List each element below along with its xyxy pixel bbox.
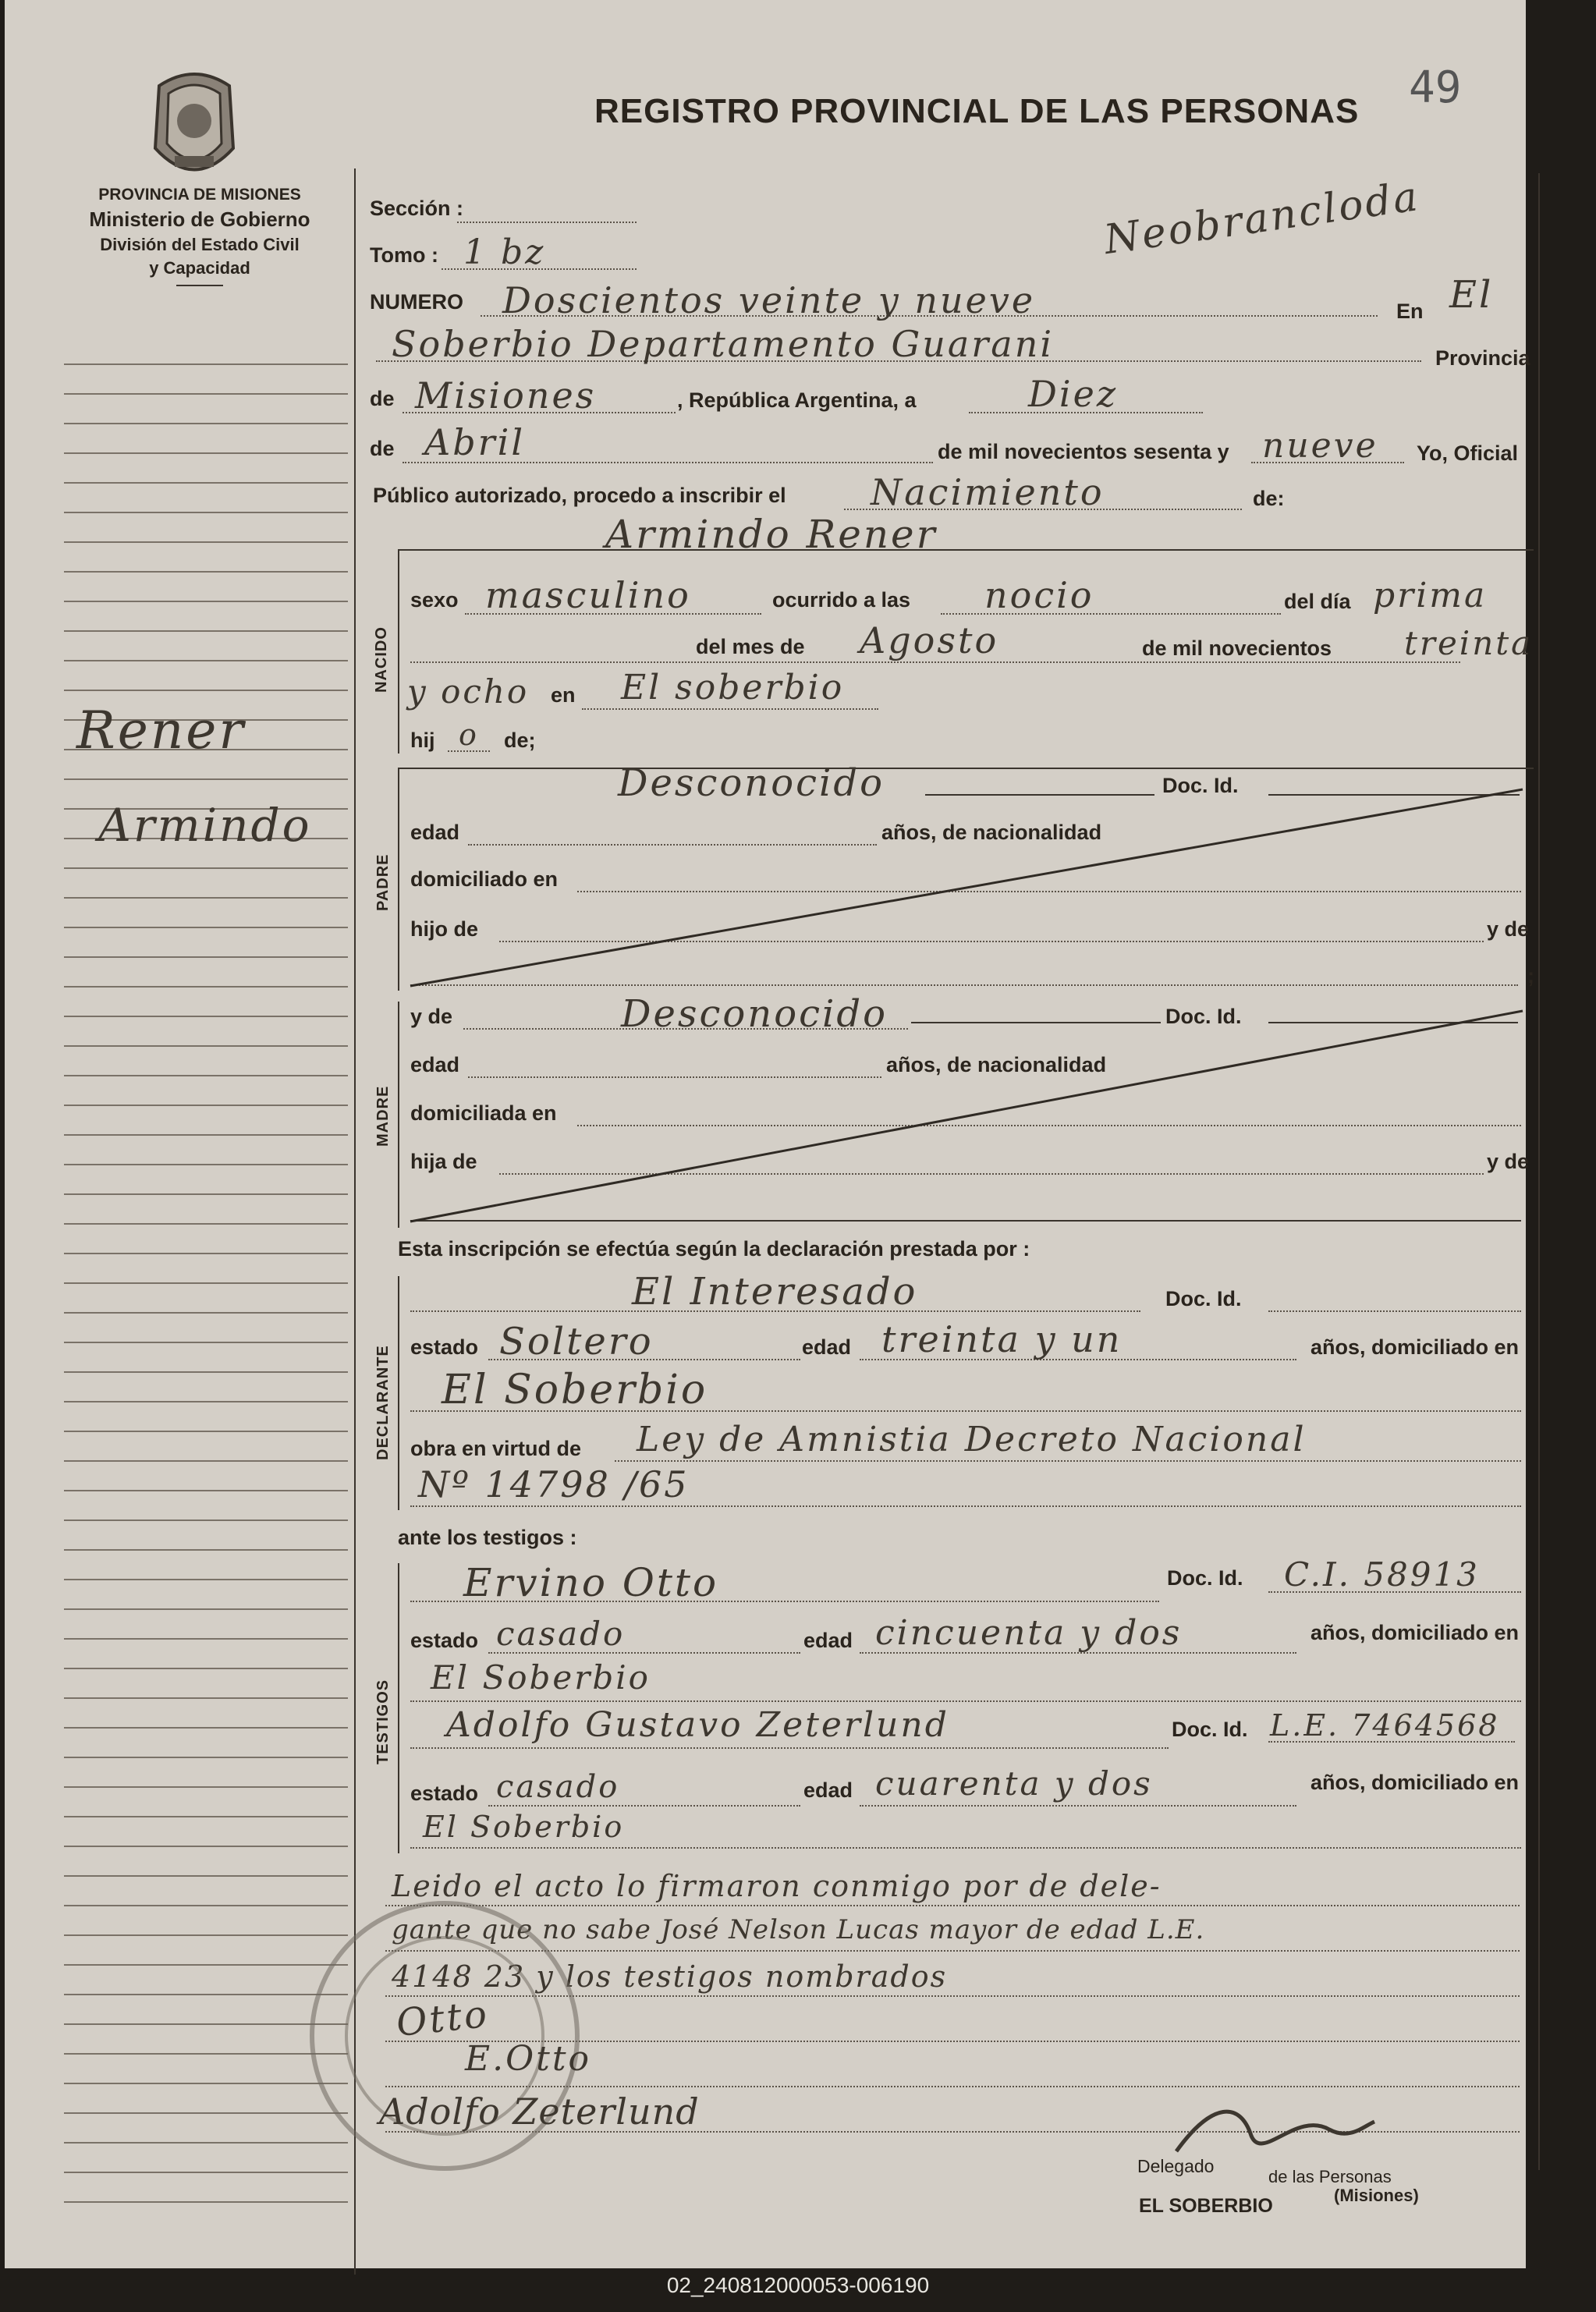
mil-novecientos-label: de mil novecientos sesenta y xyxy=(938,440,1229,463)
testigo1-doc-label: Doc. Id. xyxy=(1167,1566,1243,1590)
madre-anios-label: años, de nacionalidad xyxy=(886,1053,1107,1076)
de-colon-label: de: xyxy=(1253,487,1285,510)
madre-hija-label: hija de xyxy=(410,1150,477,1173)
testigo2-doc-label: Doc. Id. xyxy=(1172,1718,1248,1741)
madre-domicilio-label: domiciliada en xyxy=(410,1101,557,1125)
mes-value: Abril xyxy=(424,421,526,463)
padre-hijo-label: hijo de xyxy=(410,917,478,941)
testigo1-estado-label: estado xyxy=(410,1629,479,1652)
padre-semicolon: ; xyxy=(1527,964,1534,988)
margin-note-firstname: Armindo xyxy=(98,799,312,852)
signature-1: Otto xyxy=(394,1991,491,2046)
declarante-domicilio-value: El Soberbio xyxy=(442,1367,708,1413)
anio-value: nueve xyxy=(1262,426,1378,466)
numero-value: Doscientos veinte y nueve xyxy=(502,279,1036,321)
en-value: El xyxy=(1449,273,1494,317)
padre-doc-label: Doc. Id. xyxy=(1162,774,1239,797)
numero-label: NUMERO xyxy=(370,290,463,314)
testigo1-anios-label: años, domiciliado en xyxy=(1310,1621,1520,1644)
testigos-label: TESTIGOS xyxy=(374,1679,392,1764)
sexo-value: masculino xyxy=(485,574,691,616)
madre-edad-label: edad xyxy=(410,1053,460,1076)
padre-edad-label: edad xyxy=(410,821,460,844)
anio-nac-value-2: y ocho xyxy=(407,672,530,711)
testigo2-edad-value: cuarenta y dos xyxy=(875,1764,1153,1803)
republica-label: , República Argentina, a xyxy=(677,388,917,412)
mes-nac-value: Agosto xyxy=(860,619,999,661)
signature-3: Adolfo Zeterlund xyxy=(379,2090,700,2133)
misiones-label: (Misiones) xyxy=(1334,2186,1419,2205)
testigo1-value: Ervino Otto xyxy=(463,1560,719,1605)
declarante-estado-value: Soltero xyxy=(499,1320,654,1363)
lugar-value: Soberbio Departamento Guarani xyxy=(392,323,1055,365)
margin-note-surname: Rener xyxy=(76,700,246,761)
provincia-label: Provincia xyxy=(1435,346,1530,370)
nacido-label: NACIDO xyxy=(373,626,390,693)
de-label: de xyxy=(370,387,395,410)
right-border xyxy=(1538,173,1540,2170)
testigo2-edad-label: edad xyxy=(803,1778,853,1802)
el-soberbio-label: EL SOBERBIO xyxy=(1139,2195,1273,2217)
madre-doc-label: Doc. Id. xyxy=(1165,1005,1242,1028)
page-number: 49 xyxy=(1409,62,1462,113)
testigo2-domicilio-value: El Soberbio xyxy=(423,1810,625,1844)
obra-value-1: Ley de Amnistia Decreto Nacional xyxy=(637,1420,1307,1459)
declarante-estado-label: estado xyxy=(410,1335,479,1359)
de-semicolon-label: de; xyxy=(504,729,536,752)
acto-value: Nacimiento xyxy=(871,471,1105,513)
top-signature: Neobrancloda xyxy=(1101,172,1423,264)
capacity-label: y Capacidad xyxy=(149,258,250,278)
province-label: PROVINCIA DE MISIONES xyxy=(98,186,301,204)
testigo1-edad-value: cincuenta y dos xyxy=(875,1613,1183,1653)
testigo2-doc-value: L.E. 7464568 xyxy=(1270,1708,1500,1743)
dia-value: Diez xyxy=(1028,373,1119,415)
padre-value: Desconocido xyxy=(618,761,885,805)
closing-line-2: gante que no sabe José Nelson Lucas mayor de edad L.E. xyxy=(392,1914,1205,1945)
del-dia-label: del día xyxy=(1284,590,1351,613)
del-mes-label: del mes de xyxy=(693,635,808,659)
obra-label: obra en virtud de xyxy=(410,1437,582,1460)
ministry-label: Ministerio de Gobierno xyxy=(89,207,310,231)
anio-nac-value-1: treinta xyxy=(1404,624,1534,662)
signature-2: E.Otto xyxy=(465,2039,592,2079)
en-label: En xyxy=(1396,300,1424,323)
testigo2-estado-label: estado xyxy=(410,1782,479,1805)
testigo2-anios-label: años, domiciliado en xyxy=(1310,1771,1520,1794)
testigo1-domicilio-value: El Soberbio xyxy=(431,1658,651,1697)
madre-yde-2-label: y de xyxy=(1487,1150,1530,1173)
nombre-value: Armindo Rener xyxy=(605,512,938,557)
closing-line-3: 4148 23 y los testigos nombrados xyxy=(392,1959,948,1994)
hora-value: nocio xyxy=(984,574,1094,616)
sexo-label: sexo xyxy=(410,588,459,612)
esta-inscripcion-label: Esta inscripción se efectúa según la declaración prestada por : xyxy=(398,1237,1030,1261)
record-page xyxy=(5,0,1534,2268)
madre-yde-label: y de xyxy=(410,1005,453,1028)
declarante-value: El Interesado xyxy=(632,1270,918,1314)
padre-domicilio-label: domiciliado en xyxy=(410,867,559,891)
de-las-personas-label: de las Personas xyxy=(1268,2167,1392,2186)
tomo-value: 1 bz xyxy=(463,232,546,272)
dia-nac-value: prima xyxy=(1373,576,1488,615)
declarante-edad-value: treinta y un xyxy=(881,1318,1123,1360)
testigo1-edad-label: edad xyxy=(803,1629,853,1652)
testigo2-value: Adolfo Gustavo Zeterlund xyxy=(446,1705,949,1745)
padre-label: PADRE xyxy=(374,853,392,911)
delegado-label: Delegado xyxy=(1137,2156,1215,2176)
padre-yde-label: y de xyxy=(1487,917,1530,941)
division-label: División del Estado Civil xyxy=(100,235,300,254)
testigo1-doc-value: C.I. 58913 xyxy=(1284,1555,1480,1594)
en-nac-label: en xyxy=(551,683,576,707)
padre-anios-label: años, de nacionalidad xyxy=(881,821,1102,844)
de-mil-novecientos-label: de mil novecientos xyxy=(1142,637,1332,660)
footer-id: 02_240812000053-006190 xyxy=(666,2273,930,2297)
ante-testigos-label: ante los testigos : xyxy=(398,1526,577,1549)
testigo2-estado-value: casado xyxy=(496,1769,620,1805)
ocurrido-label: ocurrido a las xyxy=(772,588,911,612)
obra-value-2: Nº 14798 /65 xyxy=(418,1463,690,1505)
declarante-edad-label: edad xyxy=(802,1335,852,1359)
provincia-value: Misiones xyxy=(415,374,597,417)
declarante-label: DECLARANTE xyxy=(374,1345,392,1460)
yo-oficial-label: Yo, Oficial xyxy=(1417,441,1519,465)
madre-value: Desconocido xyxy=(621,992,888,1036)
hij-label: hij xyxy=(410,729,435,752)
lugar-nac-value: El soberbio xyxy=(621,668,845,707)
declarante-anios-label: años, domiciliado en xyxy=(1310,1335,1520,1359)
hijo-letra-value: o xyxy=(459,718,479,752)
testigo1-estado-value: casado xyxy=(496,1615,626,1653)
de-label-2: de xyxy=(370,437,395,460)
tomo-label: Tomo : xyxy=(370,243,438,267)
publico-label: Público autorizado, procedo a inscribir el xyxy=(373,484,786,507)
seccion-label: Sección : xyxy=(370,197,464,220)
madre-label: MADRE xyxy=(374,1085,392,1147)
page-title: REGISTRO PROVINCIAL DE LAS PERSONAS xyxy=(594,92,1360,130)
closing-line-1: Leido el acto lo firmaron conmigo por de dele- xyxy=(392,1869,1162,1903)
declarante-doc-label: Doc. Id. xyxy=(1165,1287,1242,1310)
